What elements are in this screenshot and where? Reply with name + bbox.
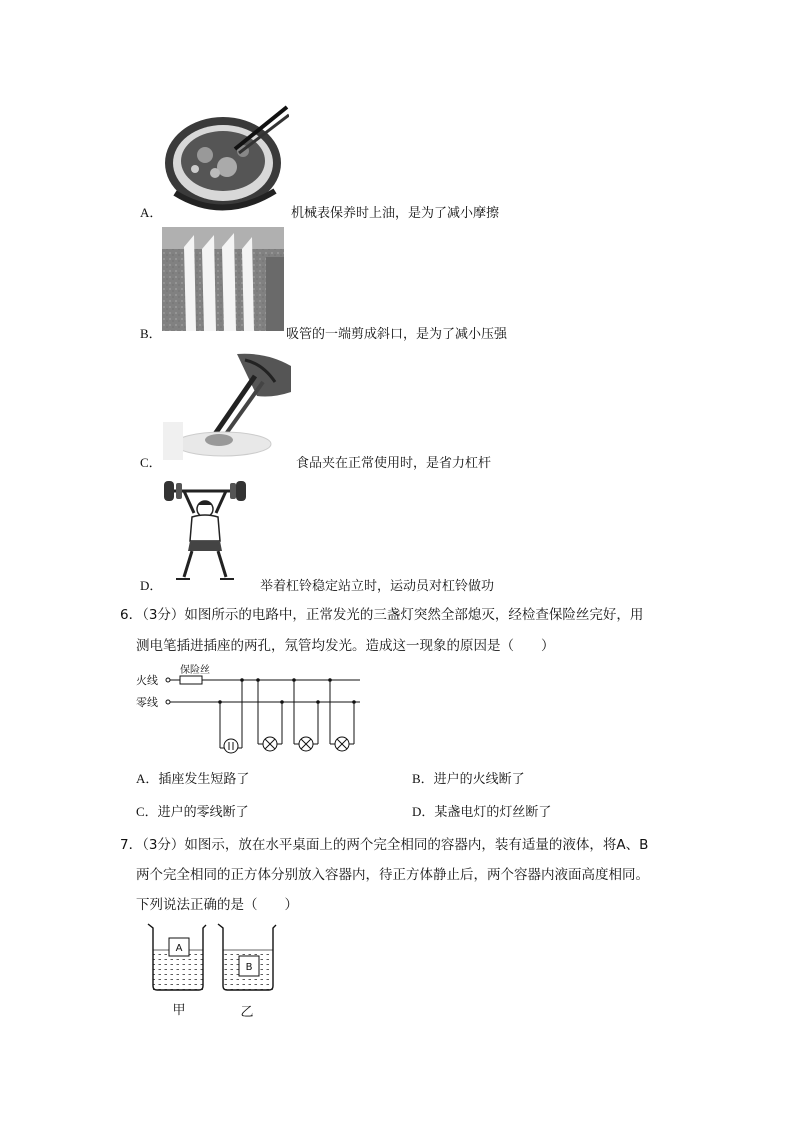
q7-stem-line3: 下列说法正确的是（ ） [136,897,298,913]
q5-option-b-text: 吸管的一端剪成斜口，是为了减小压强 [286,327,508,342]
straws-photo [162,227,284,331]
q7-stem-line2: 两个完全相同的正方体分别放入容器内，待正方体静止后，两个容器内液面高度相同。 [136,867,649,883]
q5-option-a-letter: A． [140,205,163,220]
q6-option-b-letter: B． [412,771,434,786]
container-yi [218,924,276,1020]
container-left-label: 甲 [172,1003,186,1018]
weightlifter-drawing [160,477,252,583]
q6-option-c-text: 进户的零线断了 [157,805,249,820]
q6-option-a-text: 插座发生短路了 [158,772,250,787]
q5-option-c-text: 食品夹在正常使用时，是省力杠杆 [296,456,492,471]
q6-stem-line1: 6．（3分）如图所示的电路中，正常发光的三盏灯突然全部熄灭，经检查保险丝完好，用 [120,607,644,623]
container-jia [148,924,206,1018]
q5-option-a-text: 机械表保养时上油，是为了减小摩擦 [291,206,500,221]
q7-stem-line1: 7．（3分）如图示，放在水平桌面上的两个完全相同的容器内，装有适量的液体，将A、B [120,837,649,853]
food-tongs-photo [163,352,293,460]
cube-a-label: A [175,943,183,954]
q5-option-b-letter: B． [140,326,162,341]
q6-option-c[interactable] [136,801,249,820]
q6-option-c-letter: C． [136,804,158,819]
q6-stem-line2: 测电笔插进插座的两孔，氖管均发光。造成这一现象的原因是（ ） [136,638,555,654]
q6-option-b-text: 进户的火线断了 [433,772,525,787]
q5-option-d-text: 举着杠铃稳定站立时，运动员对杠铃做功 [260,579,495,594]
container-right-label: 乙 [240,1005,254,1020]
q5-option-d-letter: D． [140,578,163,593]
neutral-wire-label: 零线 [136,696,158,709]
live-wire-label: 火线 [136,674,158,687]
watch-oiling-photo [165,103,289,213]
circuit-diagram [134,662,366,756]
q6-option-d[interactable] [412,801,551,820]
q6-option-a[interactable] [136,768,249,787]
fuse-label: 保险丝 [180,665,210,676]
q6-option-b[interactable] [412,768,525,787]
q5-option-c-letter: C． [140,455,162,470]
cube-b-label: B [245,962,253,973]
q6-option-d-text: 某盏电灯的灯丝断了 [434,805,552,820]
q6-option-a-letter: A． [136,771,159,786]
q6-option-d-letter: D． [412,804,435,819]
containers-diagram [146,922,286,1022]
